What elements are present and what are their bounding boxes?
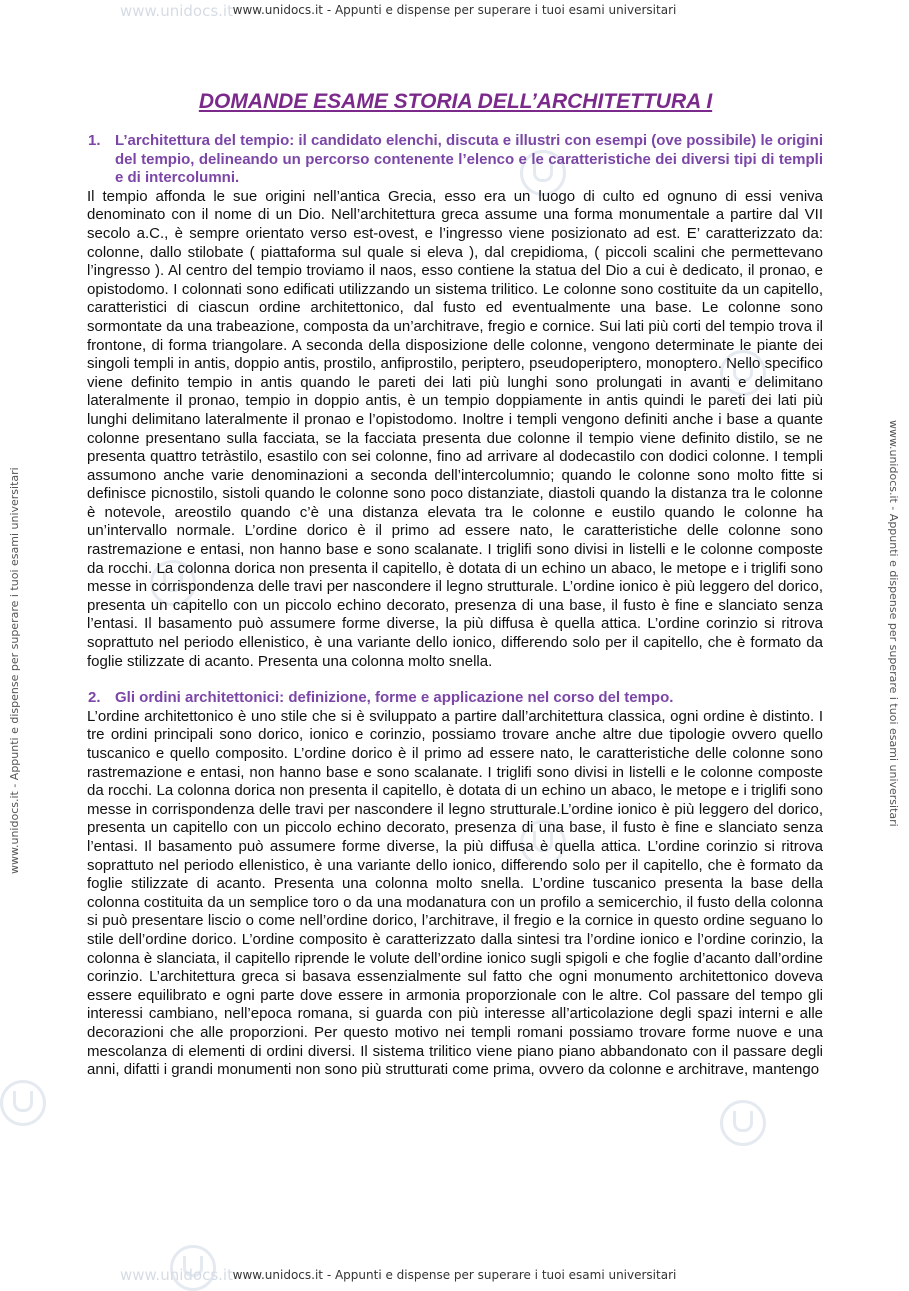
question-heading <box>88 689 823 708</box>
section-spacer <box>88 671 823 689</box>
question-text: L’architettura del tempio: il candidato elenchi, discuta e illustri con esempi (ove possibile) le origini del tempio, delineando un percorso contenente l’elenco e le caratteristiche dei diversi tipi di templi e di intercolumni. <box>115 132 823 187</box>
answer-paragraph: L’ordine architettonico è uno stile che si è sviluppato a partire dall’architettura classica, ogni ordine è distinto. I tre ordini principali sono dorico, ionico e corinzio, possiamo trovare anche altre due tipologie ovvero quello tuscanico e quello composito. L’ordine dorico è il primo ad essere nato, le caratteristiche delle colonne sono rastremazione e entasi, non hanno base e sono scalanate. I triglifi sono divisi in listelli e le colonne composte da rocchi. La colonna dorica non presenta il capitello, è dotata di un echino un abaco, le metope e i triglifi sono messe in corrispondenza delle travi per nascondere il legno strutturale.L’ordine ionico è più leggero del dorico, presenta un capitello con un piccolo echino decorato, presenza di una base, il fusto è fine e slanciato senza l’entasi. Il basamento può assumere forme diverse, la più diffusa è quella attica. L’ordine corinzio si ritrova soprattuto nel periodo ellenistico, è una variante dello ionico, differendo solo per il capitello, che è formato da foglie stilizzate di acanto. Presenta una colonna molto snella. L’ordine tuscanico presenta la base della colonna costituita da un semplice toro o da una modanatura con un profilo a semicerchio, il fusto della colonna si può presentare liscio o come nell’ordine dorico, l’architrave, il fregio e la cornice in questo ordine seguano lo stile dell’ordine dorico. L’ordine composito è caratterizzato dalla sintesi tra l’ordine ionico e l’ordine corinzio, la colonna è slanciata, il capitello riprende le volute dell’ordine ionico sugli spigoli e che foglie d’acanto dall’ordine corinzio. L’architettura greca si basava essenzialmente sul fatto che ogni monumento architettonico doveva essere equilibrato e ogni parte dove essere in armonia proporzionale con le altre. Col passare del tempo gli interessi cambiano, nell’epoca romana, si guarda con più interesse all’articolazione degli spazi interni e alle decorazioni che alle proporzioni. Per questo motivo nei templi romani possiamo trovare forme nuove e una mescolanza di elementi di ordini diversi. Il sistema trilitico viene piano piano abbandonato con il passare degli anni, difatti i grandi monumenti non sono più strutturati come prima, ovvero da colonne e architrave, mantengo <box>87 707 823 1079</box>
answer-paragraph: Il tempio affonda le sue origini nell’antica Grecia, esso era un luogo di culto ed ognuno di essi veniva denominato con il nome di un Dio. Nell’architettura greca assume una forma monumentale a partire dal VII secolo a.C., è sempre orientato verso est-ovest, e l’ingresso viene posizionato ad est. E’ caratterizzato da: colonne, dallo stilobate ( piattaforma sul quale si eleva ), dal crepidioma, ( piccoli scalini che permettevano l’ingresso ). Al centro del tempio troviamo il naos, esso contiene la statua del Dio a cui è dedicato, il pronao, e opistodomo. I colonnati sono edificati utilizzando un sistema trilitico. Le colonne sono costituite da un capitello, caratteristici di ciascun ordine architettonico, dal fusto ed eventualmente una base. Le colonne sono sormontate da una trabeazione, composta da un’architrave, fregio e cornice. Sui lati più corti del tempio trova il frontone, di forma triangolare. A seconda della disposizione delle colonne, vengono determinate le piante dei singoli templi in antis, doppio antis, prostilo, anfiprostilo, periptero, pseudoperiptero, monoptero. Nello specifico viene definito tempio in antis quando le pareti dei lati più lunghi sono prolungati in avanti e delimitano lateralmente il pronao, tempio in doppio antis, è un tempio doppiamente in antis quindi le pareti dei lati più lunghi delimitano lateralmente il pronao e l’opistodomo. Inoltre i templi vengono definiti anche i base a quante colonne presentano sulla facciata, se la facciata presenta due colonne il tempio viene definito distilo, se ne presenta quattro tetràstilo, esastilo con sei colonne, fino ad arrivare al dodecastilo con dodici colonne. I templi assumono anche varie denominazioni a seconda dell’intercolumnio; quando le colonne sono molto fitte si definisce picnostilo, sistoli quando le colonne sono poco distanziate, diastoli quando la distanza tra le colonne è notevole, areostilo quando c’è una distanza elevata tra le colonne e eustilo quando le colonne ha un’intervallo normale. L’ordine dorico è il primo ad essere nato, le caratteristiche delle colonne sono rastremazione e entasi, non hanno base e sono scalanate. I triglifi sono divisi in listelli e le colonne composte da rocchi. La colonna dorica non presenta il capitello, è dotata di un echino un abaco, le metope e i triglifi sono messe in corrispondenza delle travi per nascondere il legno strutturale. L’ordine ionico è più leggero del dorico, presenta un capitello con un piccolo echino decorato, presenza di una base, il fusto è fine e slanciato senza l’entasi. Il basamento può assumere forme diverse, la più diffusa è quella attica. L’ordine corinzio si ritrova soprattuto nel periodo ellenistico, è una variante dello ionico, differendo solo per il capitello, che è formato da foglie stilizzate di acanto. Presenta una colonna molto snella. <box>87 187 823 670</box>
question-number: 2. <box>88 689 101 707</box>
left-side-banner <box>4 150 26 1150</box>
left-side-banner-text: www.unidocs.it - Appunti e dispense per superare i tuoi esami universitari <box>8 467 21 874</box>
header-banner: www.unidocs.it - Appunti e dispense per superare i tuoi esami universitari <box>232 3 677 17</box>
watermark-text: www.unidocs.it <box>120 1266 233 1284</box>
document-body <box>88 88 823 1080</box>
question-text: Gli ordini architettonici: definizione, forme e applicazione nel corso del tempo. <box>115 689 674 707</box>
right-side-banner <box>884 150 906 1150</box>
watermark-text: www.unidocs.it <box>120 2 233 20</box>
right-side-banner-text: www.unidocs.it - Appunti e dispense per superare i tuoi esami universitari <box>887 420 900 827</box>
document-title: DOMANDE ESAME STORIA DELL’ARCHITETTURA I <box>198 90 713 113</box>
question-heading <box>88 132 823 188</box>
question-number: 1. <box>88 132 101 149</box>
footer-banner: www.unidocs.it - Appunti e dispense per superare i tuoi esami universitari <box>232 1268 677 1282</box>
watermark-logo <box>720 1100 766 1146</box>
